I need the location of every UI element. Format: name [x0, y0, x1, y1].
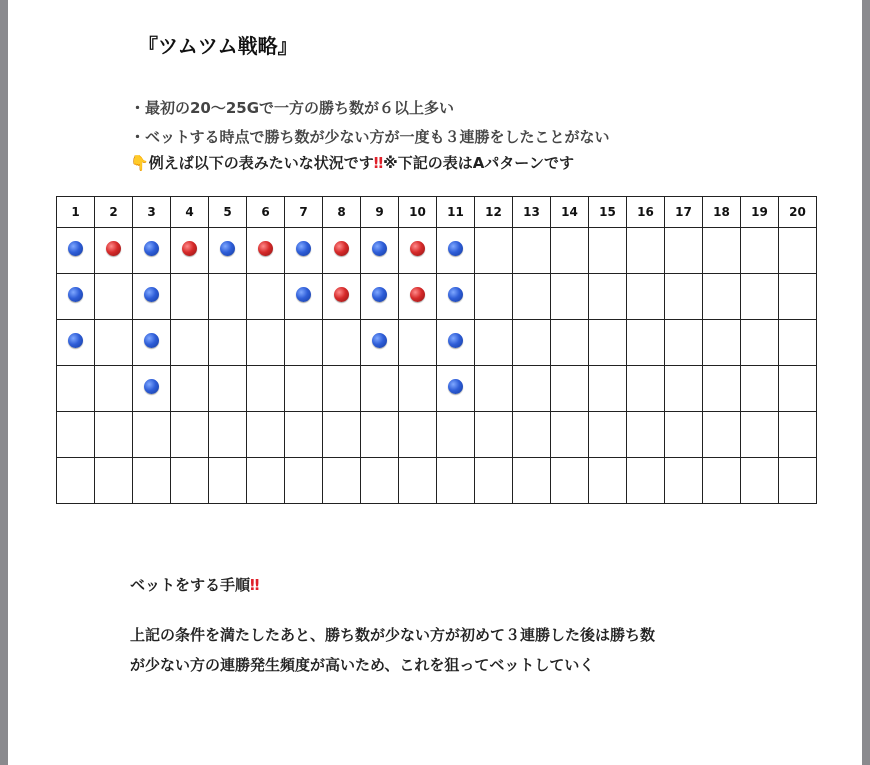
grid-cell — [627, 412, 665, 458]
grid-cell — [779, 228, 817, 274]
grid-cell — [627, 458, 665, 504]
grid-cell — [475, 366, 513, 412]
red-ball-icon — [182, 241, 197, 256]
grid-cell — [247, 412, 285, 458]
grid-cell — [627, 228, 665, 274]
grid-cell — [323, 274, 361, 320]
column-header: 16 — [627, 197, 665, 228]
grid-cell — [247, 274, 285, 320]
column-header: 6 — [247, 197, 285, 228]
grid-cell — [627, 320, 665, 366]
column-header: 12 — [475, 197, 513, 228]
column-header: 11 — [437, 197, 475, 228]
blue-ball-icon — [144, 379, 159, 394]
grid-cell — [513, 412, 551, 458]
grid-cell — [209, 320, 247, 366]
red-ball-icon — [410, 241, 425, 256]
grid-cell — [665, 412, 703, 458]
grid-body — [57, 228, 817, 504]
condition-item: ・ベットする時点で勝ち数が少ない方が一度も３連勝をしたことがない — [130, 128, 610, 146]
grid-cell — [513, 366, 551, 412]
grid-cell — [551, 412, 589, 458]
grid-row — [57, 412, 817, 458]
page-title: 『ツムツム戦略』 — [138, 34, 298, 58]
steps-heading-text: ベットをする手順 — [130, 576, 251, 594]
grid-cell — [779, 274, 817, 320]
grid-cell — [171, 274, 209, 320]
grid-cell — [437, 228, 475, 274]
blue-ball-icon — [68, 333, 83, 348]
example-note-suffix: ※下記の表はAパターンです — [383, 154, 575, 172]
grid-cell — [665, 320, 703, 366]
grid-cell — [589, 228, 627, 274]
grid-cell — [361, 458, 399, 504]
blue-ball-icon — [144, 287, 159, 302]
grid-cell — [361, 274, 399, 320]
grid-cell — [665, 366, 703, 412]
grid-cell — [513, 274, 551, 320]
grid-cell — [57, 320, 95, 366]
column-header: 8 — [323, 197, 361, 228]
grid-cell — [779, 458, 817, 504]
grid-cell — [513, 320, 551, 366]
grid-cell — [627, 366, 665, 412]
grid-row — [57, 274, 817, 320]
grid-cell — [361, 228, 399, 274]
red-ball-icon — [258, 241, 273, 256]
grid-cell — [741, 274, 779, 320]
grid-cell — [95, 320, 133, 366]
grid-cell — [437, 320, 475, 366]
column-header: 19 — [741, 197, 779, 228]
grid-cell — [741, 458, 779, 504]
grid-cell — [551, 458, 589, 504]
grid-row — [57, 320, 817, 366]
grid-cell — [589, 458, 627, 504]
grid-row — [57, 366, 817, 412]
column-header: 20 — [779, 197, 817, 228]
blue-ball-icon — [448, 241, 463, 256]
blue-ball-icon — [144, 333, 159, 348]
grid-cell — [665, 228, 703, 274]
grid-cell — [57, 274, 95, 320]
grid-cell — [703, 412, 741, 458]
grid-cell — [475, 458, 513, 504]
grid-cell — [475, 228, 513, 274]
grid-cell — [171, 320, 209, 366]
pointing-down-hand-icon: 👇 — [130, 154, 149, 172]
grid-cell — [323, 412, 361, 458]
grid-cell — [57, 458, 95, 504]
grid-cell — [703, 274, 741, 320]
grid-cell — [171, 458, 209, 504]
grid-cell — [133, 274, 171, 320]
grid-cell — [399, 412, 437, 458]
grid-cell — [209, 228, 247, 274]
column-header: 3 — [133, 197, 171, 228]
grid-cell — [133, 458, 171, 504]
grid-cell — [95, 274, 133, 320]
blue-ball-icon — [296, 287, 311, 302]
grid-cell — [627, 274, 665, 320]
grid-cell — [665, 458, 703, 504]
grid-cell — [57, 228, 95, 274]
grid-cell — [703, 366, 741, 412]
grid-cell — [741, 320, 779, 366]
grid-cell — [247, 458, 285, 504]
grid-cell — [323, 320, 361, 366]
red-ball-icon — [106, 241, 121, 256]
grid-cell — [589, 320, 627, 366]
column-header: 17 — [665, 197, 703, 228]
blue-ball-icon — [68, 287, 83, 302]
grid-cell — [133, 412, 171, 458]
grid-cell — [247, 228, 285, 274]
grid-cell — [323, 366, 361, 412]
grid-cell — [399, 366, 437, 412]
blue-ball-icon — [448, 333, 463, 348]
grid-cell — [399, 320, 437, 366]
grid-cell — [323, 228, 361, 274]
column-header: 1 — [57, 197, 95, 228]
blue-ball-icon — [68, 241, 83, 256]
grid-cell — [361, 366, 399, 412]
blue-ball-icon — [220, 241, 235, 256]
double-exclamation-icon: ‼ — [373, 154, 384, 172]
grid-cell — [703, 320, 741, 366]
condition-list — [130, 94, 610, 152]
grid-cell — [171, 228, 209, 274]
blue-ball-icon — [372, 333, 387, 348]
grid-cell — [285, 366, 323, 412]
grid-cell — [589, 274, 627, 320]
steps-paragraph — [130, 620, 770, 680]
grid-cell — [171, 412, 209, 458]
example-note — [130, 152, 574, 173]
grid-cell — [551, 274, 589, 320]
grid-cell — [209, 458, 247, 504]
grid-cell — [57, 412, 95, 458]
condition-item: ・最初の20〜25Gで一方の勝ち数が６以上多い — [130, 99, 455, 117]
grid-row — [57, 458, 817, 504]
grid-cell — [475, 274, 513, 320]
grid-cell — [95, 228, 133, 274]
grid-cell — [209, 274, 247, 320]
grid-cell — [361, 320, 399, 366]
grid-cell — [665, 274, 703, 320]
grid-cell — [285, 274, 323, 320]
grid-cell — [551, 366, 589, 412]
grid-cell — [133, 320, 171, 366]
blue-ball-icon — [296, 241, 311, 256]
grid-cell — [513, 228, 551, 274]
grid-cell — [209, 366, 247, 412]
grid-row — [57, 228, 817, 274]
grid-cell — [741, 412, 779, 458]
document-page — [8, 0, 862, 765]
blue-ball-icon — [372, 241, 387, 256]
grid-cell — [209, 412, 247, 458]
result-grid — [56, 196, 817, 504]
grid-cell — [437, 412, 475, 458]
grid-cell — [285, 458, 323, 504]
grid-cell — [323, 458, 361, 504]
grid-cell — [437, 274, 475, 320]
blue-ball-icon — [448, 287, 463, 302]
grid-header-row — [57, 197, 817, 228]
grid-cell — [133, 228, 171, 274]
grid-cell — [779, 412, 817, 458]
column-header: 7 — [285, 197, 323, 228]
grid-cell — [779, 366, 817, 412]
grid-cell — [703, 228, 741, 274]
red-ball-icon — [410, 287, 425, 302]
blue-ball-icon — [372, 287, 387, 302]
grid-cell — [551, 228, 589, 274]
column-header: 5 — [209, 197, 247, 228]
grid-cell — [741, 228, 779, 274]
grid-cell — [703, 458, 741, 504]
grid-cell — [475, 320, 513, 366]
column-header: 13 — [513, 197, 551, 228]
example-note-text: 例えば以下の表みたいな状況です — [148, 154, 374, 172]
grid-cell — [171, 366, 209, 412]
grid-cell — [133, 366, 171, 412]
column-header: 18 — [703, 197, 741, 228]
grid-cell — [589, 366, 627, 412]
grid-cell — [399, 228, 437, 274]
column-header: 14 — [551, 197, 589, 228]
grid-cell — [399, 274, 437, 320]
column-header: 4 — [171, 197, 209, 228]
grid-cell — [475, 412, 513, 458]
blue-ball-icon — [448, 379, 463, 394]
grid-cell — [285, 412, 323, 458]
grid-cell — [247, 366, 285, 412]
grid-cell — [285, 228, 323, 274]
grid-cell — [95, 412, 133, 458]
column-header: 9 — [361, 197, 399, 228]
grid-cell — [95, 366, 133, 412]
double-exclamation-icon: ‼ — [250, 576, 260, 594]
grid-cell — [437, 366, 475, 412]
steps-paragraph-line: が少ない方の連勝発生頻度が高いため、これを狙ってベットしていく — [130, 656, 595, 674]
grid-cell — [779, 320, 817, 366]
grid-cell — [399, 458, 437, 504]
column-header: 2 — [95, 197, 133, 228]
red-ball-icon — [334, 287, 349, 302]
grid-cell — [551, 320, 589, 366]
grid-cell — [589, 412, 627, 458]
grid-cell — [57, 366, 95, 412]
grid-cell — [285, 320, 323, 366]
grid-cell — [247, 320, 285, 366]
grid-cell — [741, 366, 779, 412]
grid-cell — [437, 458, 475, 504]
red-ball-icon — [334, 241, 349, 256]
blue-ball-icon — [144, 241, 159, 256]
steps-heading — [130, 574, 259, 595]
grid-cell — [361, 412, 399, 458]
column-header: 10 — [399, 197, 437, 228]
column-header: 15 — [589, 197, 627, 228]
grid-cell — [95, 458, 133, 504]
steps-paragraph-line: 上記の条件を満たしたあと、勝ち数が少ない方が初めて３連勝した後は勝ち数 — [130, 626, 656, 644]
grid-cell — [513, 458, 551, 504]
